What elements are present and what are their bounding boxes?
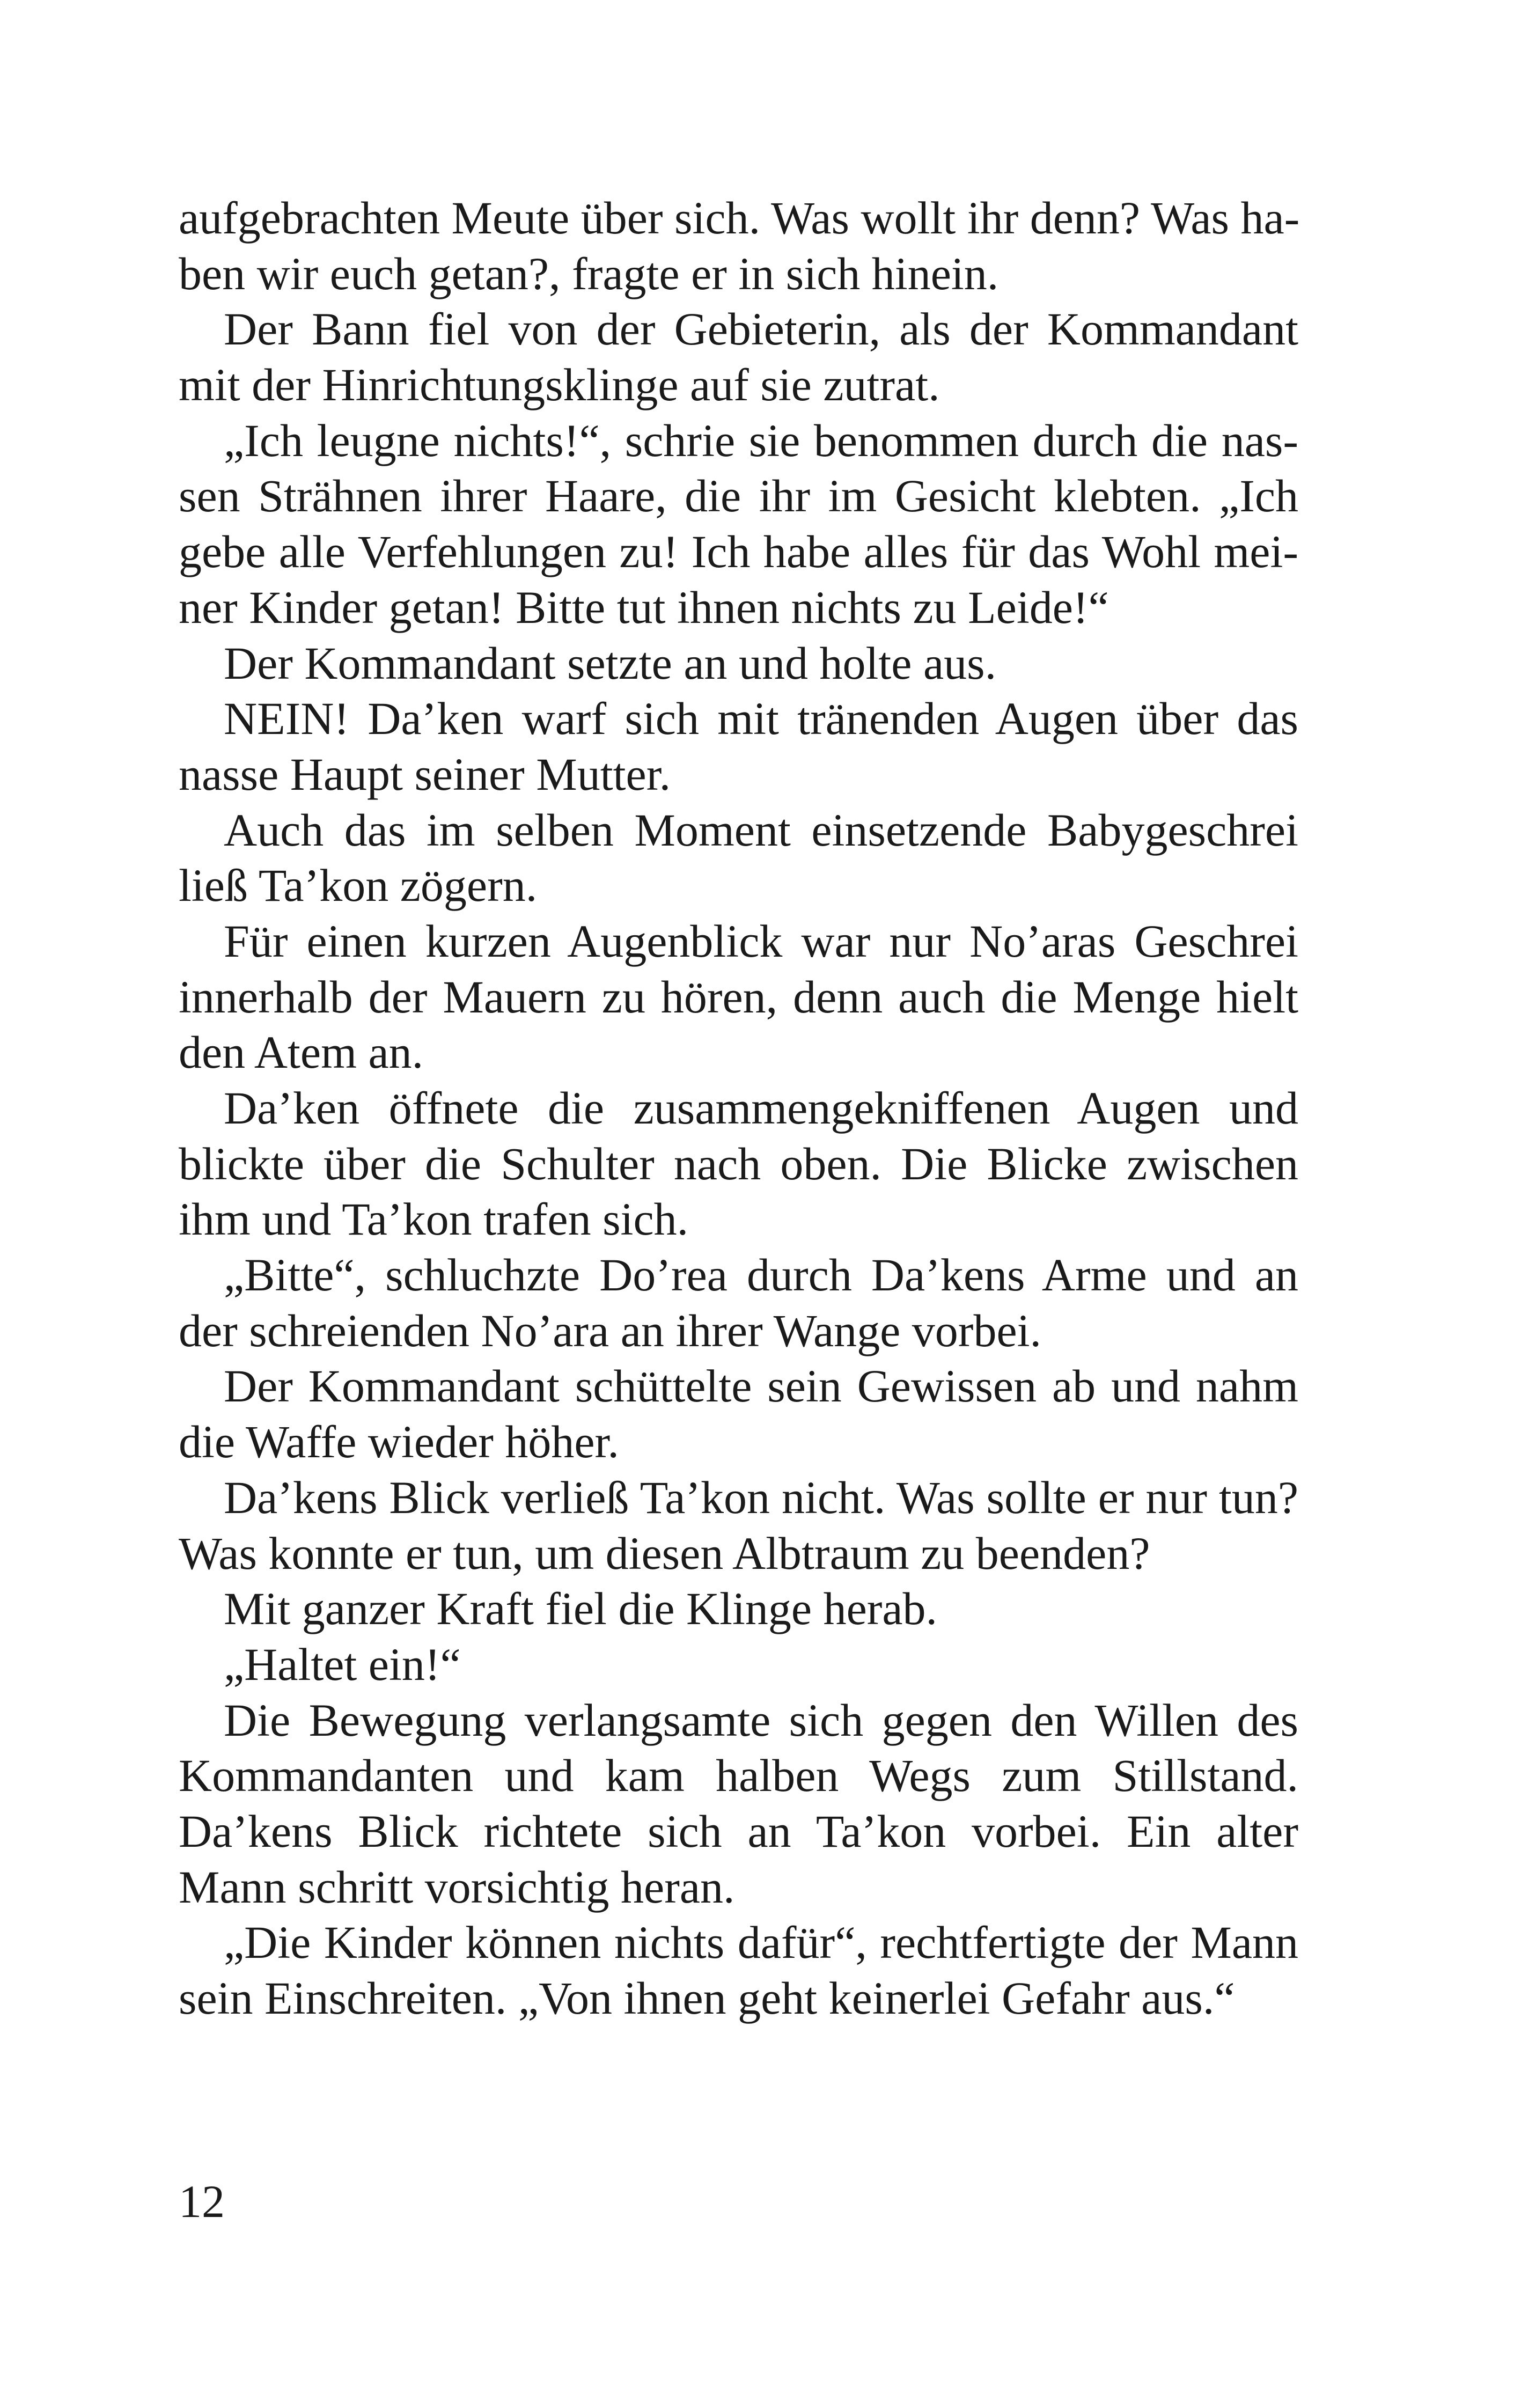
text-line: ihm und Ta’kon trafen sich. [179, 1193, 689, 1245]
text-line: Die Bewegung verlangsamte sich gegen den Willen des [224, 1694, 1298, 1746]
text-line: Der Bann fiel von der Gebieterin, als der Kommandant [224, 303, 1298, 355]
body-text [179, 190, 1298, 2027]
text-line: nasse Haupt seiner Mutter. [179, 748, 671, 800]
text-line: Was konnte er tun, um diesen Albtraum zu beenden? [179, 1527, 1150, 1579]
page-number: 12 [179, 2176, 225, 2227]
text-line: die Waffe wieder höher. [179, 1416, 619, 1468]
text-line: „Haltet ein!“ [224, 1638, 461, 1690]
text-line: sein Einschreiten. „Von ihnen geht keinerlei Gefahr aus.“ [179, 1972, 1235, 2024]
text-line: blickte über die Schulter nach oben. Die Blicke zwischen [179, 1137, 1298, 1190]
text-line: ner Kinder getan! Bitte tut ihnen nichts zu Leide!“ [179, 581, 1109, 633]
text-line: NEIN! Da’ken warf sich mit tränenden Augen über das [224, 693, 1298, 745]
text-line: „Ich leugne nichts!“, schrie sie benommen durch die nas- [224, 414, 1298, 466]
text-line: den Atem an. [179, 1026, 424, 1078]
text-line: Mit ganzer Kraft fiel die Klinge herab. [224, 1583, 938, 1635]
text-line: Kommandanten und kam halben Wegs zum Stillstand. [179, 1750, 1298, 1802]
text-line: Da’ken öffnete die zusammengekniffenen Augen und [224, 1082, 1298, 1134]
text-line: Da’kens Blick richtete sich an Ta’kon vorbei. Ein alter [179, 1805, 1298, 1857]
text-line: Da’kens Blick verließ Ta’kon nicht. Was sollte er nur tun? [224, 1471, 1298, 1523]
text-line: „Die Kinder können nichts dafür“, rechtfertigte der Mann [224, 1917, 1298, 1969]
text-line: Für einen kurzen Augenblick war nur No’aras Geschrei [224, 915, 1298, 967]
text-line: innerhalb der Mauern zu hören, denn auch die Menge hielt [179, 971, 1298, 1023]
text-line: mit der Hinrichtungsklinge auf sie zutrat. [179, 359, 940, 411]
text-line: der schreienden No’ara an ihrer Wange vorbei. [179, 1304, 1042, 1356]
text-line: Mann schritt vorsichtig heran. [179, 1861, 735, 1913]
text-line: Der Kommandant setzte an und holte aus. [224, 637, 997, 689]
text-line: ben wir euch getan?, fragte er in sich hinein. [179, 247, 999, 299]
text-line: Der Kommandant schüttelte sein Gewissen ab und nahm [224, 1360, 1298, 1412]
text-line: sen Strähnen ihrer Haare, die ihr im Gesicht klebten. „Ich [179, 470, 1298, 522]
text-line: gebe alle Verfehlungen zu! Ich habe alles für das Wohl mei- [179, 526, 1298, 578]
text-line: „Bitte“, schluchzte Do’rea durch Da’kens Arme und an [224, 1249, 1298, 1301]
text-line: aufgebrachten Meute über sich. Was wollt ihr denn? Was ha- [179, 192, 1300, 244]
text-line: Auch das im selben Moment einsetzende Babygeschrei [224, 804, 1298, 856]
text-line: ließ Ta’kon zögern. [179, 860, 538, 912]
